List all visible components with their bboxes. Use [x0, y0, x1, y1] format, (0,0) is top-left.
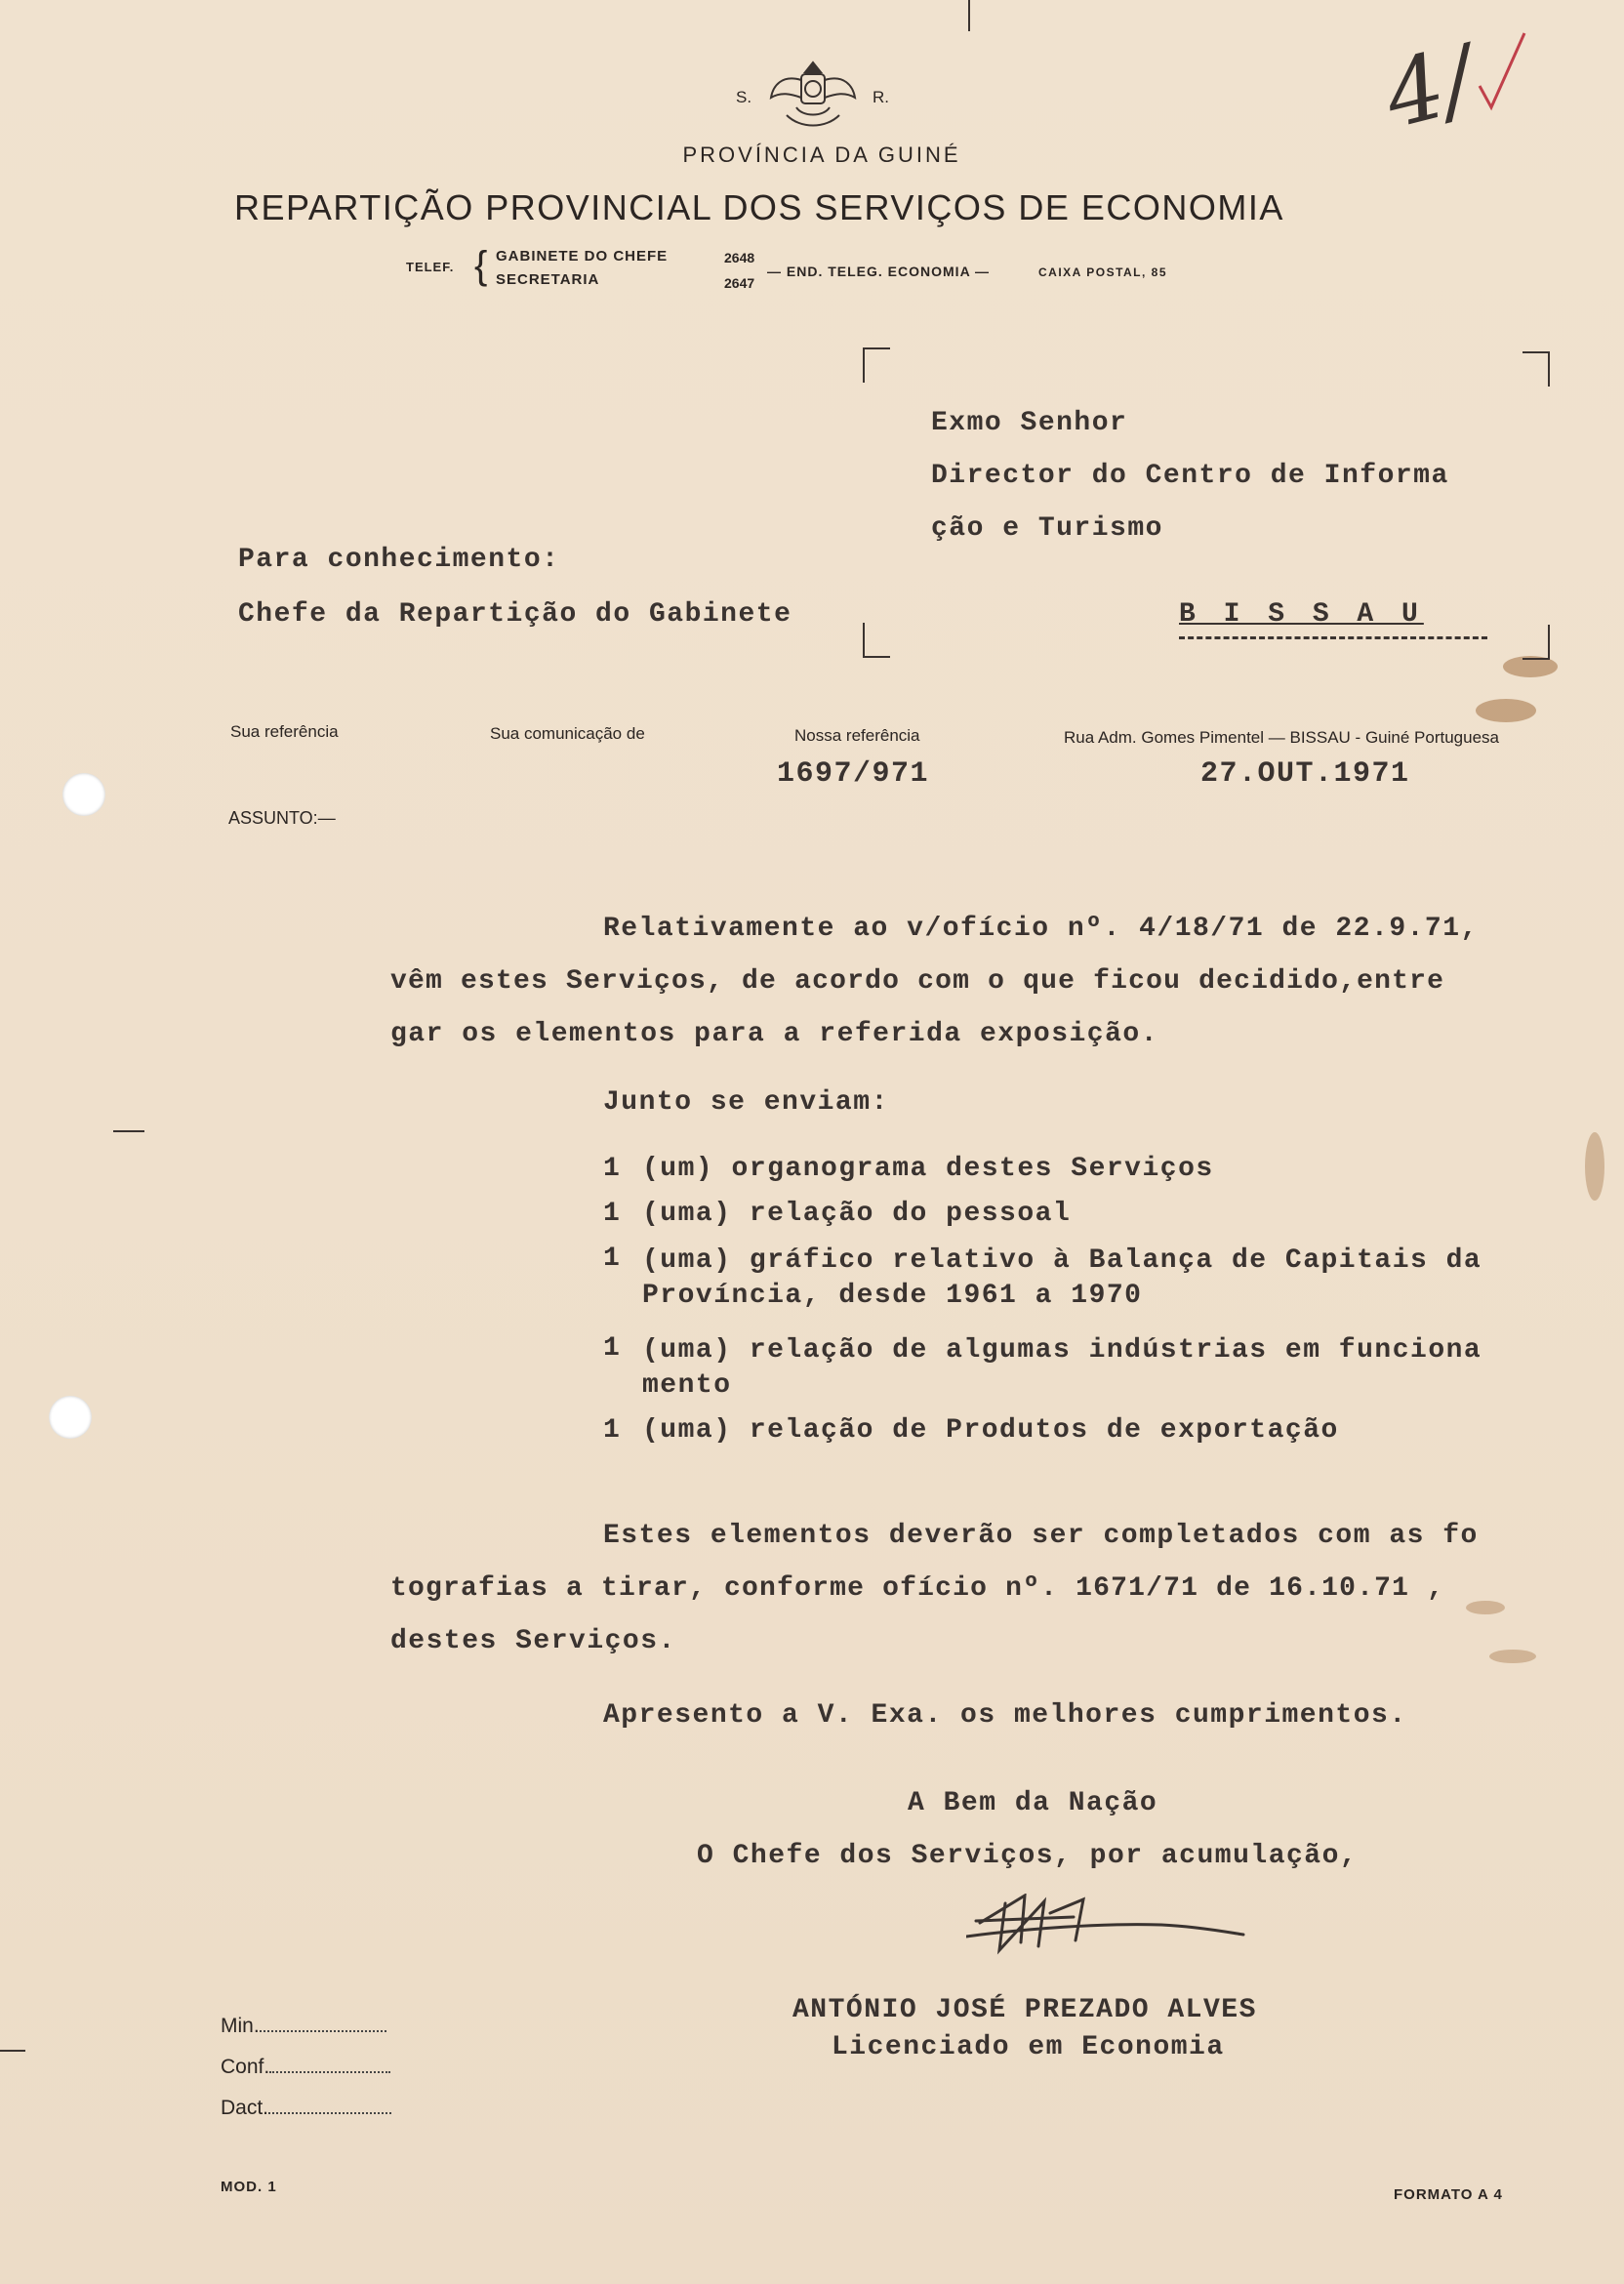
red-check-icon [1474, 27, 1532, 115]
list-item [603, 1415, 1579, 1460]
address-window-bracket [863, 623, 890, 658]
enclosure-list [603, 1154, 1579, 1460]
telegraph-address: — END. TELEG. ECONOMIA — [767, 264, 991, 279]
brace-symbol: { [474, 244, 488, 287]
postal-box: CAIXA POSTAL, 85 [1038, 265, 1168, 279]
office-heading: REPARTIÇÃO PROVINCIAL DOS SERVIÇOS DE ECONOMIA [234, 187, 1284, 227]
office-address: Rua Adm. Gomes Pimentel — BISSAU - Guiné Portuguesa [1064, 728, 1499, 747]
city-dashed-underline [1179, 636, 1487, 639]
stain-mark [1476, 699, 1536, 722]
item-quantity: 1 [603, 1199, 622, 1229]
sua-comunicacao-label: Sua comunicação de [490, 724, 645, 743]
closing-sentence: Apresento a V. Exa. os melhores cumprimentos. [603, 1700, 1407, 1731]
item-text: (uma) relação de Produtos de exportação [642, 1415, 1339, 1446]
telef-label: TELEF. [406, 260, 455, 274]
conf-dotted-line [269, 2054, 390, 2073]
phone2-label: SECRETARIA [496, 271, 600, 288]
handwritten-corner-mark: 4/ [1374, 25, 1485, 149]
cc-name: Chefe da Repartição do Gabinete [238, 599, 792, 630]
item-text: (um) organograma destes Serviços [642, 1154, 1214, 1184]
body-paragraph-2-line-1: Estes elementos deverão ser completados com as fo [603, 1521, 1479, 1551]
min-dotted-line [260, 2013, 386, 2032]
signatory-role: O Chefe dos Serviços, por acumulação, [697, 1841, 1359, 1871]
stain-mark [1489, 1650, 1536, 1663]
list-item [603, 1199, 1579, 1244]
item-text: (uma) relação de algumas indústrias em funciona mento [642, 1335, 1482, 1401]
handwritten-signature [966, 1894, 1249, 1962]
addressee-city: B I S S A U [1179, 599, 1424, 630]
phone1-label: GABINETE DO CHEFE [496, 248, 669, 265]
fold-mark [0, 2050, 25, 2052]
item-text: (uma) relação do pessoal [642, 1199, 1072, 1229]
punch-hole-bottom [49, 1396, 92, 1439]
body-paragraph-1-line-2: vêm estes Serviços, de acordo com o que ficou decidido,entre [390, 966, 1445, 997]
dact-label: Dact. [221, 2097, 269, 2119]
item-text: (uma) gráfico relativo à Balança de Capitais da Província, desde 1961 a 1970 [642, 1245, 1482, 1311]
min-field [221, 2013, 386, 2038]
coat-of-arms-emblem [767, 57, 859, 135]
item-quantity: 1 [603, 1333, 622, 1364]
address-window-bracket [1522, 351, 1550, 387]
signatory-title: Licenciado em Economia [832, 2032, 1225, 2062]
addressee-line-3: ção e Turismo [931, 513, 1163, 544]
item-quantity: 1 [603, 1154, 622, 1184]
province-heading: PROVÍNCIA DA GUINÉ [682, 143, 961, 167]
addressee-line-2: Director do Centro de Informa [931, 461, 1449, 491]
assunto-label: ASSUNTO:— [228, 808, 336, 828]
list-item [603, 1244, 1579, 1333]
conf-label: Conf. [221, 2056, 270, 2078]
item-quantity: 1 [603, 1244, 622, 1274]
phone2-number: 2647 [724, 275, 755, 291]
signatory-name: ANTÓNIO JOSÉ PREZADO ALVES [792, 1995, 1257, 2025]
item-quantity: 1 [603, 1415, 622, 1446]
punch-hole-top [62, 773, 105, 816]
body-paragraph-2-line-2: tografias a tirar, conforme ofício nº. 1671/71 de 16.10.71 , [390, 1573, 1445, 1604]
dact-dotted-line [268, 2095, 391, 2114]
body-paragraph-1-line-1: Relativamente ao v/ofício nº. 4/18/71 de 22.9.71, [603, 914, 1479, 944]
min-label: Min. [221, 2015, 260, 2037]
letter-date: 27.OUT.1971 [1200, 757, 1410, 791]
phone1-number: 2648 [724, 250, 755, 265]
list-item [603, 1333, 1579, 1415]
stain-mark [1585, 1132, 1604, 1201]
list-item [603, 1154, 1579, 1199]
dact-field [221, 2095, 391, 2120]
fold-mark [113, 1130, 144, 1132]
address-window-bracket [863, 347, 890, 383]
address-window-bracket [1522, 625, 1550, 660]
body-paragraph-1-line-3: gar os elementos para a referida exposição. [390, 1019, 1159, 1049]
body-paragraph-2-line-3: destes Serviços. [390, 1626, 676, 1656]
addressee-line-1: Exmo Senhor [931, 408, 1128, 438]
fold-line [968, 0, 970, 31]
sua-referencia-label: Sua referência [230, 722, 339, 741]
paper-format: FORMATO A 4 [1394, 2186, 1503, 2203]
emblem-right-letter: R. [873, 88, 889, 106]
conf-field [221, 2054, 390, 2079]
nossa-referencia-label: Nossa referência [794, 726, 920, 745]
enclosures-intro: Junto se enviam: [603, 1087, 889, 1118]
motto: A Bem da Nação [908, 1788, 1158, 1818]
cc-label: Para conhecimento: [238, 545, 560, 575]
model-number: MOD. 1 [221, 2179, 277, 2195]
stain-mark [1466, 1601, 1505, 1614]
nossa-referencia-value: 1697/971 [777, 757, 930, 791]
emblem-left-letter: S. [736, 88, 752, 106]
